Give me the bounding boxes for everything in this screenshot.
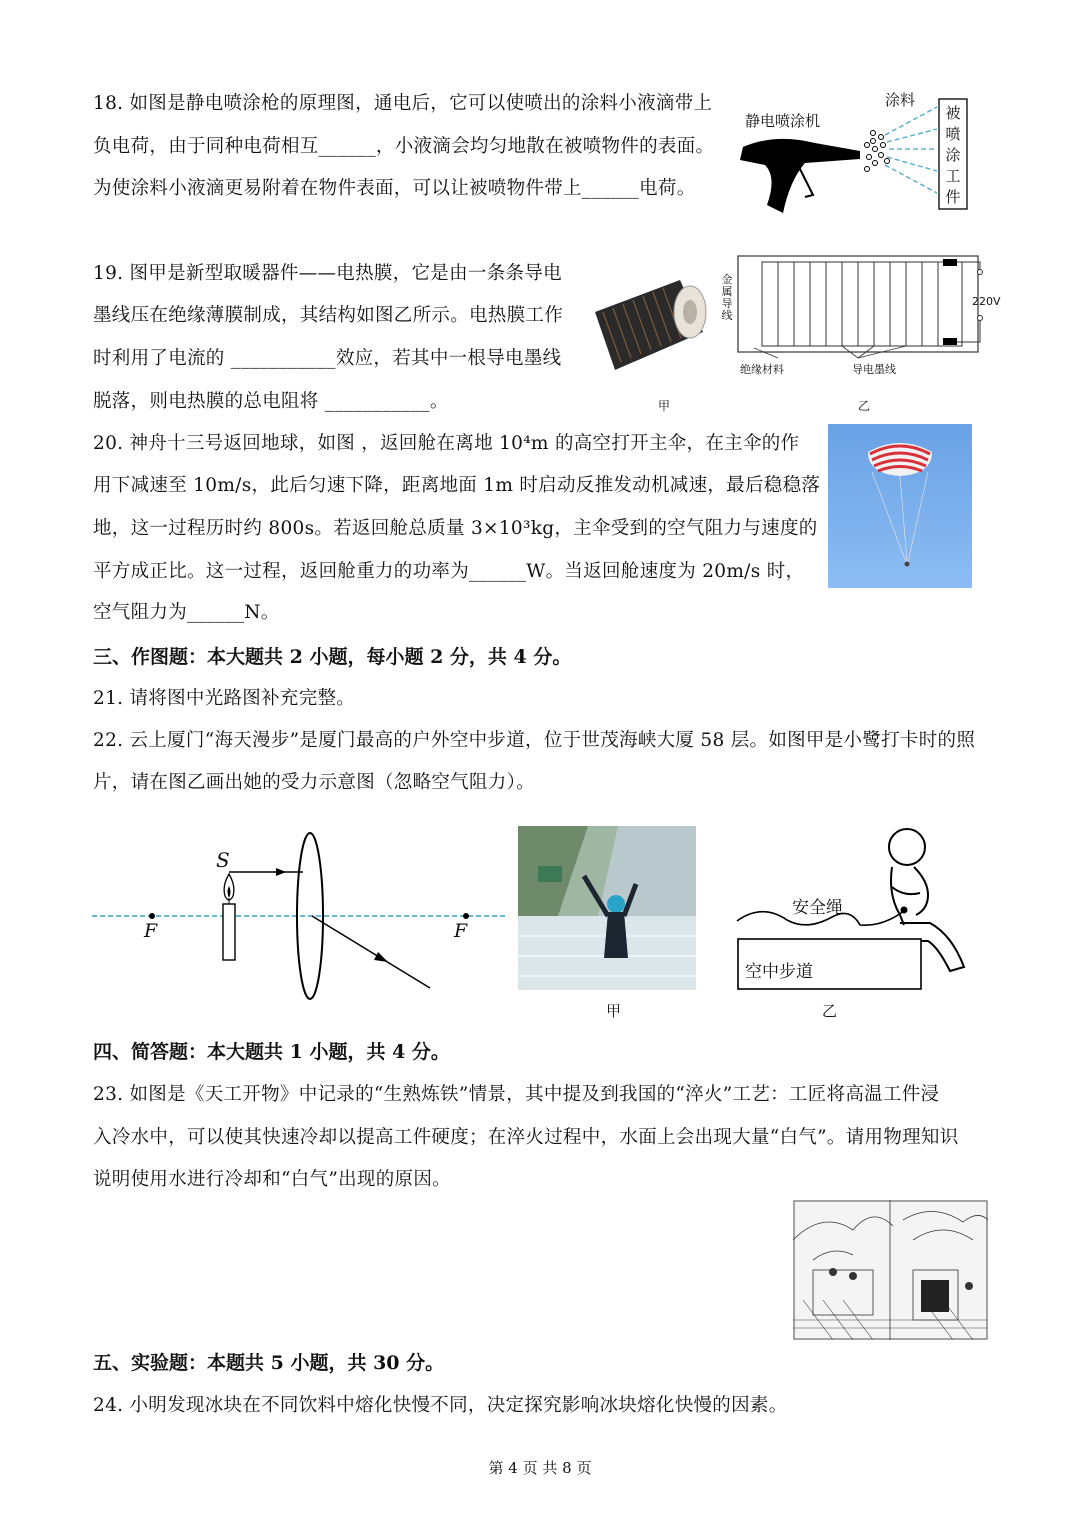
focus-right-label: F [454,920,468,942]
walkway-label: 空中步道 [745,962,813,982]
q23-line-1: 23. 如图是《天工开物》中记录的“生熟炼铁”情景，其中提及到我国的“淬火”工艺：工匠将高温工件浸 [93,1084,940,1105]
q19-line-4: 脱落，则电热膜的总电阻将 ___________。 [93,391,449,412]
q18-line-3: 为使涂料小液滴更易附着在物件表面，可以让被喷物件带上______电荷。 [93,178,696,199]
q19-line-3: 时利用了电流的 ___________效应，若其中一根导电墨线 [93,348,562,369]
parachute-photo [828,424,972,588]
gun-label: 静电喷涂机 [745,112,821,130]
section-5-heading: 五、实验题：本题共 5 小题，共 30 分。 [93,1352,445,1374]
q21-text: 21. 请将图中光路图补充完整。 [93,688,356,709]
page-footer: 第 4 页 共 8 页 [488,1459,592,1477]
skywalk-sketch [732,815,977,995]
q22-line-2: 片，请在图乙画出她的受力示意图（忽略空气阻力）。 [93,772,535,793]
fig22-caption-a: 甲 [606,1002,622,1020]
voltage-label: 220V [972,295,1001,308]
heating-film-circuit [718,250,1008,380]
safety-rope-label: 安全绳 [792,898,843,918]
lens-ray-diagram [90,830,510,1005]
q20-line-1: 20. 神舟十三号返回地球，如图 ，返回舱在离地 10⁴m 的高空打开主伞，在主伞的作 [93,433,800,454]
focus-left-label: F [144,920,158,942]
q24-text: 24. 小明发现冰块在不同饮料中熔化快慢不同，决定探究影响冰块熔化快慢的因素。 [93,1395,788,1416]
metal-wire-label: 金 属 导 线 [721,273,733,322]
q20-line-4: 平方成正比。这一过程，返回舱重力的功率为______W。当返回舱速度为 20m/s 时， [93,561,805,582]
paint-label: 涂料 [885,91,916,109]
q19-line-1: 19. 图甲是新型取暖器件——电热膜，它是由一条条导电 [93,263,562,284]
q18-line-2: 负电荷，由于同种电荷相互______，小液滴会均匀地散在被喷物件的表面。 [93,136,715,157]
q20-line-3: 地，这一过程历时约 800s。若返回舱总质量 3×10³kg，主伞受到的空气阻力与速度的 [93,518,818,539]
fig19-caption-b: 乙 [858,399,871,413]
tiangong-kaiwu-illustration [793,1200,988,1340]
work-label: 被 喷 涂 工 件 [945,104,961,206]
ink-line-label: 导电墨线 [852,363,896,376]
fig19-caption-a: 甲 [658,399,671,413]
spray-gun-figure [735,85,975,225]
q18-line-1: 18. 如图是静电喷涂枪的原理图，通电后，它可以使喷出的涂料小液滴带上 [93,93,713,114]
section-4-heading: 四、简答题：本大题共 1 小题，共 4 分。 [93,1041,450,1063]
section-3-heading: 三、作图题：本大题共 2 小题，每小题 2 分，共 4 分。 [93,646,572,668]
fig22-caption-b: 乙 [822,1002,838,1020]
skywalk-photo [518,826,696,990]
s-label: S [216,848,230,872]
q20-line-5: 空气阻力为______N。 [93,602,280,623]
q23-line-3: 说明使用水进行冷却和“白气”出现的原因。 [93,1169,451,1190]
heating-film-photo [585,272,715,377]
q23-line-2: 入冷水中，可以使其快速冷却以提高工件硬度；在淬火过程中，水面上会出现大量“白气”。请用物理知识 [93,1127,959,1148]
q22-line-1: 22. 云上厦门“海天漫步”是厦门最高的户外空中步道，位于世茂海峡大厦 58 层。如图甲是小鹭打卡时的照 [93,730,976,751]
q19-line-2: 墨线压在绝缘薄膜制成，其结构如图乙所示。电热膜工作 [93,305,564,326]
q20-line-2: 用下减速至 10m/s，此后匀速下降，距离地面 1m 时启动反推发动机减速，最后稳稳落 [93,475,821,496]
insulate-label: 绝缘材料 [740,363,784,376]
